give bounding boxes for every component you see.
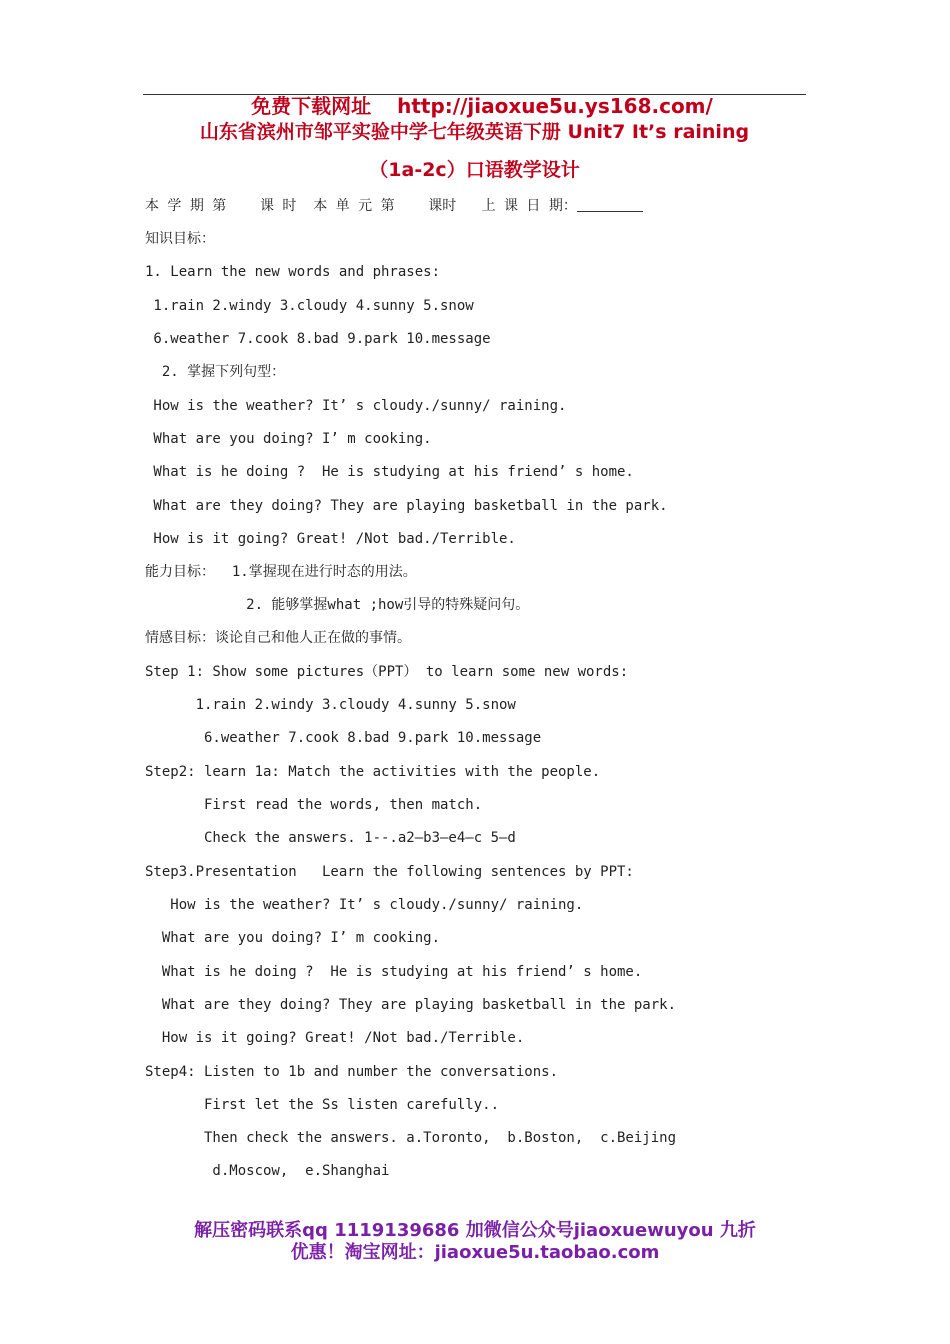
doc-title-line-2: （1a-2c）口语教学设计 <box>369 159 580 181</box>
footer-line-1: 解压密码联系qq 1119139686 加微信公众号jiaoxuewuyou 九折 <box>194 1220 756 1241</box>
doc-title-line-1: 山东省滨州市邹平实验中学七年级英语下册 Unit7 It’s raining <box>199 121 750 143</box>
body-line: How is it going? Great! /Not bad./Terrible. <box>145 531 516 547</box>
body-line: What is he doing ? He is studying at his friend’ s home. <box>145 964 643 980</box>
body-line: 知识目标： <box>145 231 215 247</box>
header-divider <box>143 94 806 95</box>
body-line: 2. 掌握下列句型： <box>145 364 286 380</box>
date-blank <box>577 197 643 212</box>
body-line: 6.weather 7.cook 8.bad 9.park 10.message <box>145 730 542 746</box>
body-line: 6.weather 7.cook 8.bad 9.park 10.message <box>145 331 491 347</box>
body-line: Step2: learn 1a: Match the activities with the people. <box>145 764 601 780</box>
body-line: What are you doing? I’ m cooking. <box>145 431 432 447</box>
body-line: Step 1: Show some pictures（PPT） to learn some new words: <box>145 664 629 680</box>
body-line: 能力目标： 1.掌握现在进行时态的用法。 <box>145 564 417 580</box>
body-line: Check the answers. 1--.a2—b3—e4—c 5—d <box>145 830 516 846</box>
header-label: 免费下载网址 <box>251 94 372 118</box>
body-line: Then check the answers. a.Toronto, b.Boston, c.Beijing <box>145 1130 677 1146</box>
body-line: d.Moscow, e.Shanghai <box>145 1163 390 1179</box>
meta-text: 本 学 期 第 课 时 本 单 元 第 课时 上 课 日 期： <box>145 198 577 214</box>
body-line: What are they doing? They are playing basketball in the park. <box>145 498 668 514</box>
body-line: What are you doing? I’ m cooking. <box>145 930 441 946</box>
meta-line <box>145 196 643 216</box>
body-line: 1.rain 2.windy 3.cloudy 4.sunny 5.snow <box>145 298 474 314</box>
body-line: How is the weather? It’ s cloudy./sunny/ raining. <box>145 897 584 913</box>
body-line: What is he doing ? He is studying at his friend’ s home. <box>145 464 634 480</box>
body-line: First read the words, then match. <box>145 797 483 813</box>
header-url-link[interactable]: http://jiaoxue5u.ys168.com/ <box>397 94 713 118</box>
body-line: How is it going? Great! /Not bad./Terrible. <box>145 1030 525 1046</box>
body-line: 1. Learn the new words and phrases: <box>145 264 441 280</box>
footer-line-2: 优惠！淘宝网址：jiaoxue5u.taobao.com <box>290 1242 660 1263</box>
page-header <box>0 66 950 119</box>
body-line: 情感目标：谈论自己和他人正在做的事情。 <box>145 630 411 646</box>
body-line: 1.rain 2.windy 3.cloudy 4.sunny 5.snow <box>145 697 516 713</box>
body-line: Step3.Presentation Learn the following sentences by PPT: <box>145 864 634 880</box>
body-line: How is the weather? It’ s cloudy./sunny/ raining. <box>145 398 567 414</box>
body-line: Step4: Listen to 1b and number the conversations. <box>145 1064 559 1080</box>
body-line: What are they doing? They are playing basketball in the park. <box>145 997 677 1013</box>
body-line: 2. 能够掌握what ;how引导的特殊疑问句。 <box>145 597 530 613</box>
body-line: First let the Ss listen carefully.. <box>145 1097 500 1113</box>
